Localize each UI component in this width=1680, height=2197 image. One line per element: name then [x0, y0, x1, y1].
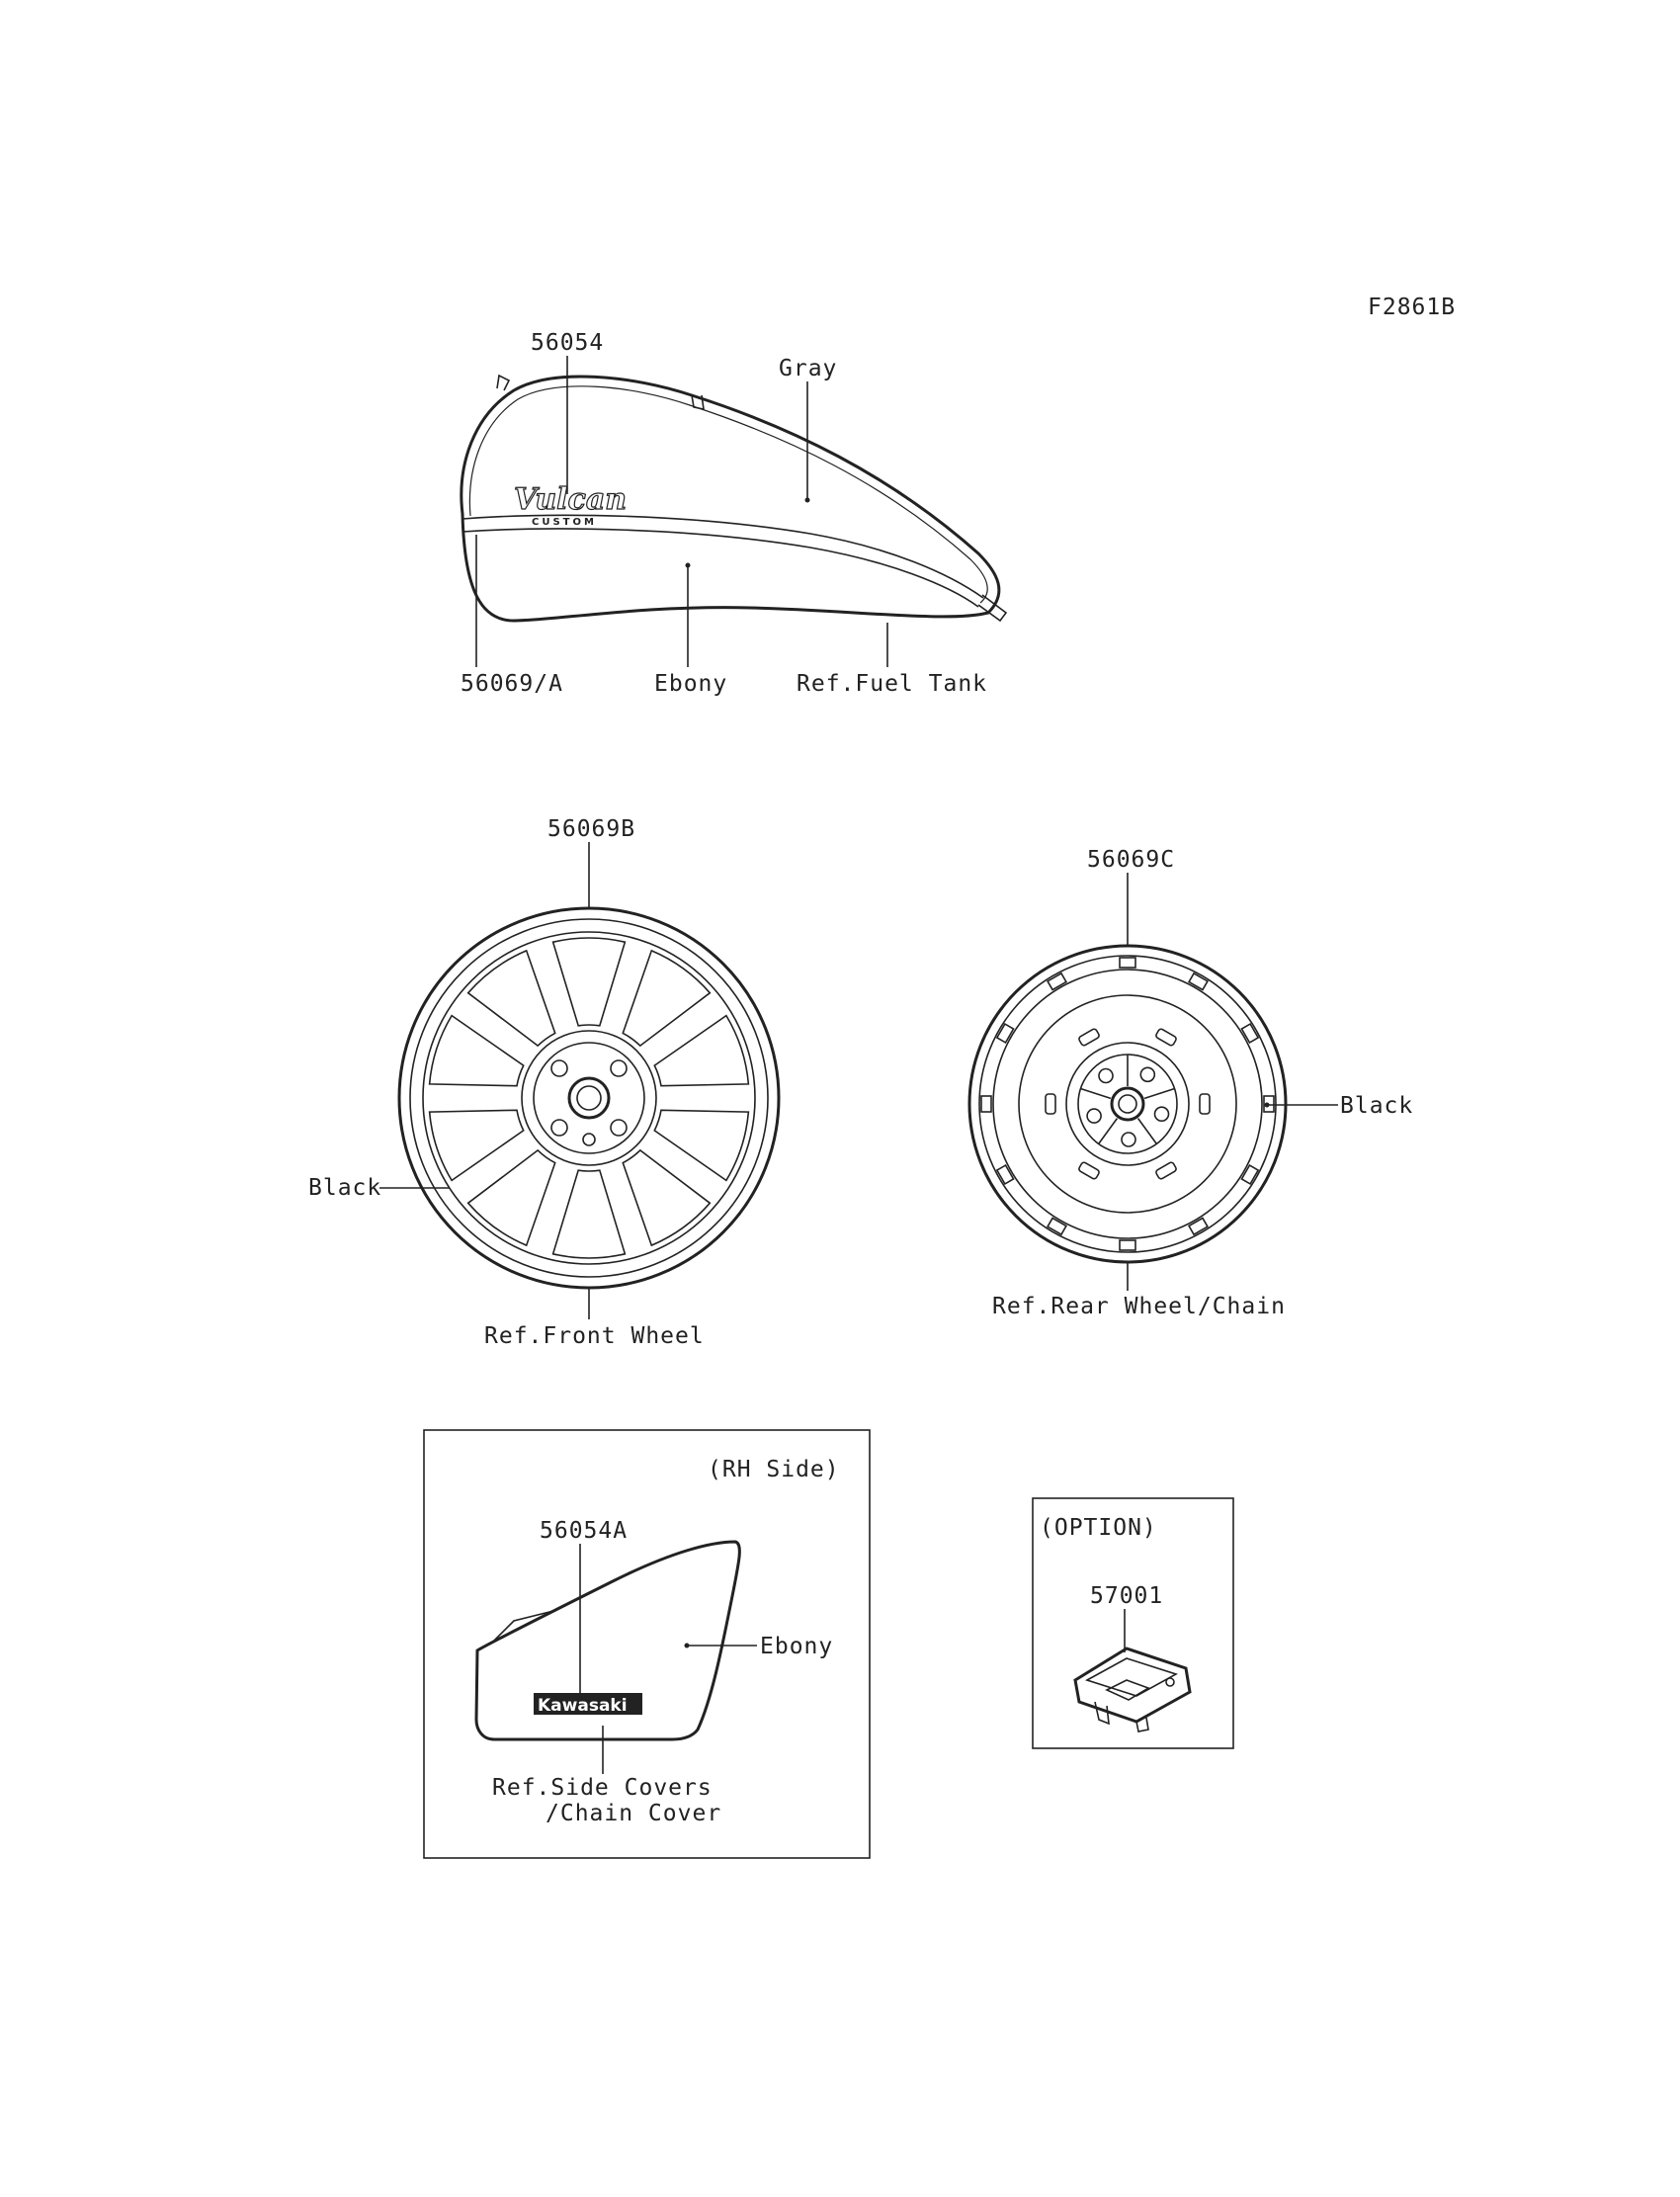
front-wheel-spoke-pocket	[623, 951, 710, 1046]
front-wheel-spoke-pocket	[430, 1110, 524, 1180]
part-56054a-label: 56054A	[540, 1518, 629, 1544]
rear-wheel-ref-label: Ref.Rear Wheel/Chain	[992, 1294, 1286, 1319]
rear-wheel-hub-hole	[1122, 1133, 1135, 1146]
color-ebony-label: Ebony	[654, 671, 728, 697]
rear-wheel-rim-mark	[1189, 1218, 1208, 1234]
rear-wheel-color-label: Black	[1340, 1093, 1414, 1119]
fuel-tank-drawing	[462, 376, 1006, 621]
rear-wheel-hub-spoke	[1099, 1119, 1118, 1144]
color-gray-label: Gray	[779, 356, 838, 381]
side-cover-ref-line2: /Chain Cover	[546, 1801, 722, 1826]
figure-id: F2861B	[1368, 295, 1457, 320]
rear-wheel-rim-mark	[1241, 1165, 1258, 1184]
rear-wheel-hub-hole	[1099, 1069, 1113, 1083]
rear-wheel-sprocket-tab	[1155, 1028, 1177, 1047]
front-wheel-spoke-pocket	[553, 1170, 626, 1258]
rear-wheel-hub-hole	[1087, 1109, 1101, 1123]
front-wheel-spoke-pocket	[654, 1110, 748, 1180]
side-cover-color-label: Ebony	[760, 1634, 834, 1659]
rear-wheel-rim-mark	[1048, 1218, 1066, 1234]
rear-wheel-rim-mark	[1120, 1240, 1135, 1250]
rear-wheel-hub-spoke	[1144, 1089, 1175, 1099]
rear-wheel-hub-hole	[1140, 1067, 1154, 1081]
rear-wheel-sprocket-tab	[1078, 1028, 1100, 1047]
rear-wheel-sprocket-tab	[1200, 1094, 1210, 1114]
part-56054-label: 56054	[531, 330, 605, 356]
part-56069b-label: 56069B	[547, 816, 636, 842]
part-56069a-label: 56069/A	[461, 671, 563, 697]
part-57001-label: 57001	[1090, 1583, 1164, 1609]
front-wheel-spoke-pocket	[430, 1016, 524, 1086]
vulcan-logo: Vulcan	[514, 482, 628, 517]
rear-wheel-rim-mark	[1048, 973, 1066, 990]
rear-wheel-drawing	[969, 946, 1286, 1262]
rear-wheel-sprocket-tab	[1046, 1094, 1055, 1114]
rear-wheel-rim-mark	[1241, 1024, 1258, 1043]
rear-wheel-rim-mark	[981, 1096, 991, 1112]
front-wheel-ref-label: Ref.Front Wheel	[484, 1323, 705, 1349]
kawasaki-logo: Kawasaki	[538, 1696, 628, 1716]
rear-wheel-hub-spoke	[1138, 1119, 1157, 1144]
custom-logo: CUSTOM	[532, 517, 597, 528]
rear-wheel-sprocket-tab	[1078, 1161, 1100, 1180]
front-wheel-spoke-pocket	[654, 1016, 748, 1086]
option-title: (OPTION)	[1040, 1515, 1157, 1541]
side-cover-ref-line1: Ref.Side Covers	[492, 1775, 713, 1801]
option-tool-drawing	[1075, 1648, 1190, 1732]
front-wheel-spoke-pocket	[468, 1150, 555, 1245]
front-wheel-drawing	[399, 908, 779, 1288]
rear-wheel-rim-mark	[997, 1024, 1014, 1043]
rear-wheel-rim-mark	[1120, 958, 1135, 968]
front-wheel-color-label: Black	[308, 1175, 382, 1201]
front-wheel-spoke-pocket	[468, 951, 555, 1046]
front-wheel-spoke-pocket	[623, 1150, 710, 1245]
fuel-tank-ref-label: Ref.Fuel Tank	[797, 671, 988, 697]
rh-side-label: (RH Side)	[708, 1457, 840, 1482]
front-wheel-spoke-pocket	[553, 938, 626, 1026]
part-56069c-label: 56069C	[1087, 847, 1176, 873]
rear-wheel-hub-spoke	[1080, 1089, 1111, 1099]
rear-wheel-rim-mark	[997, 1165, 1014, 1184]
rear-wheel-sprocket-tab	[1155, 1161, 1177, 1180]
side-cover-drawing	[476, 1542, 739, 1739]
rear-wheel-hub-hole	[1155, 1107, 1169, 1121]
rear-wheel-rim-mark	[1189, 973, 1208, 990]
